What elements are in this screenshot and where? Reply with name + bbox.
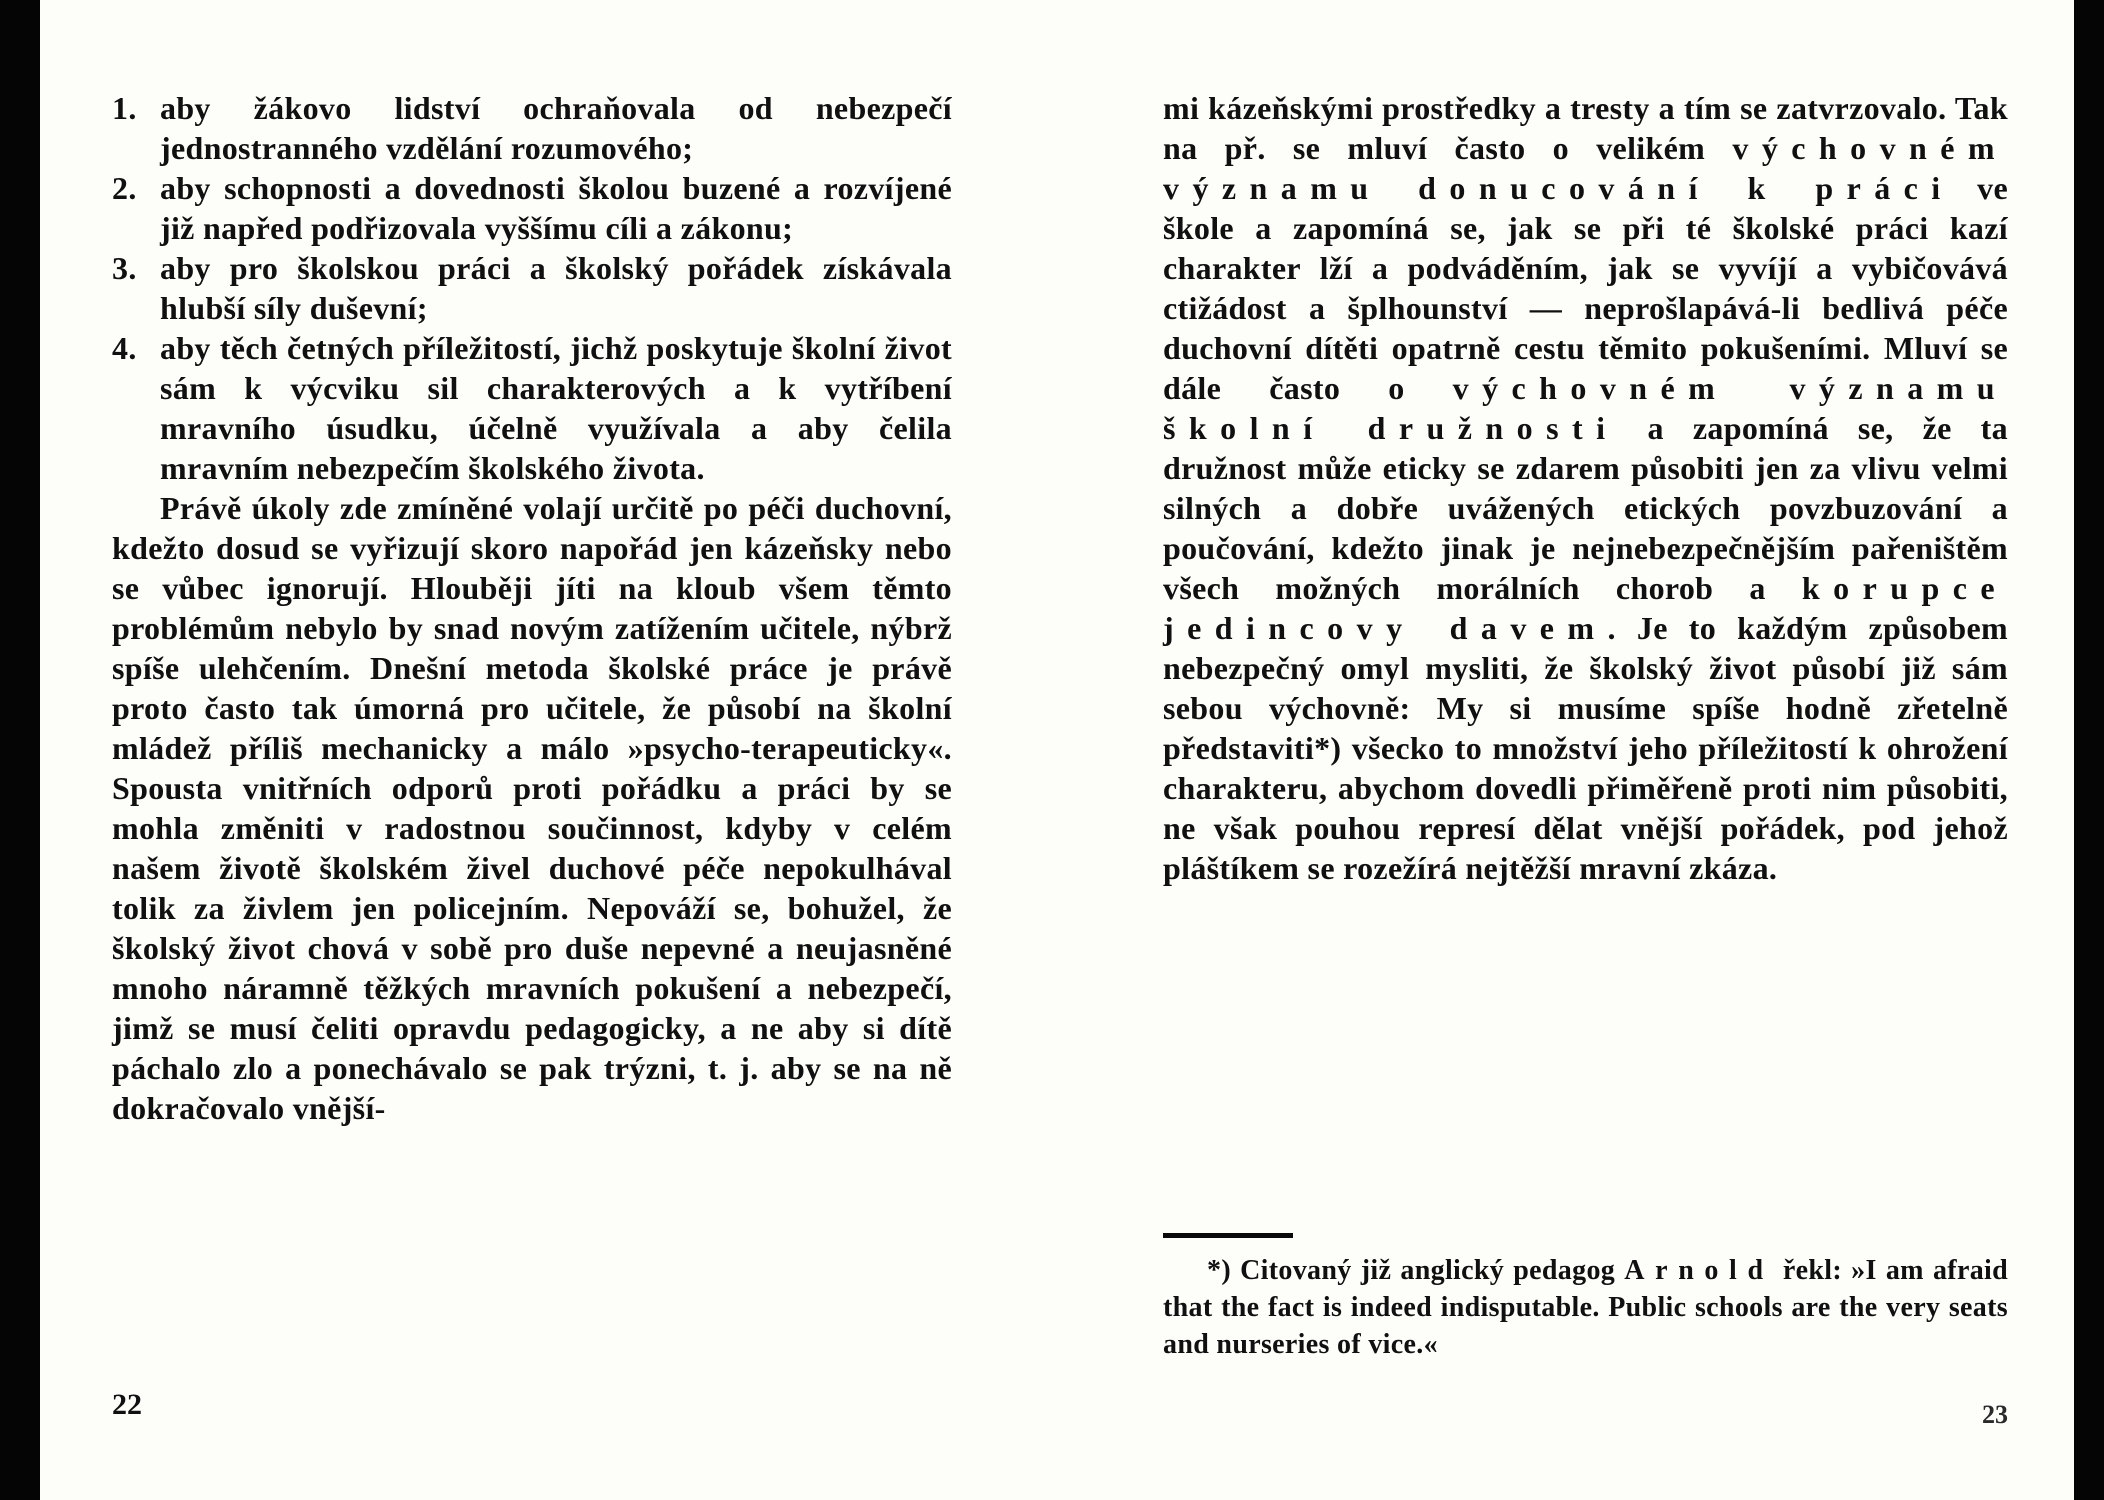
numbered-list [112,88,952,488]
right-page-paragraph [1163,88,2008,888]
list-item [112,88,952,168]
footnote-segment: *) Citovaný již anglický pedagog [1207,1255,1625,1286]
paragraph-segment-emphasis: výchovném významu školní družnosti [1163,370,2008,446]
paragraph-segment: a zapomíná se, že ta družnost může eticky se zdarem působiti jen za vlivu velmi silných a dobře uvážených etických povzbuzování a poučování, kdežto jinak je nejnebezpečnějším pařeništěm všech možných morálních chorob a [1163,410,2008,606]
paragraph-segment: mi kázeňskými prostředky a tresty a tím se zatvrzovalo. Tak na př. se mluví často o velikém [1163,90,2008,166]
right-page [1163,88,2008,1448]
list-item [112,168,952,248]
list-item-number: 2. [112,170,137,206]
footnote-segment: řekl: »I am afraid that the fact is indeed indisputable. Public schools are the very seats and nurseries of vice.« [1163,1255,2009,1360]
page-number-right: 23 [1982,1400,2008,1429]
footnote-text [1163,1252,2008,1363]
page-number-left: 22 [112,1388,142,1421]
list-item-text: aby těch četných příležitostí, jichž poskytuje školní život sám k výcviku sil charakterových a k vytříbení mravního úsudku, účelně využívala a aby čelila mravním nebezpečím školského života. [160,330,952,486]
paragraph-segment: ve škole a zapomíná se, jak se při té školské práci kazí charakter lží a podváděním, jak se vyvíjí a vybičovává ctižádost a šplhounství — neprošlapává-li bedlivá péče duchovní dítěti opatrně cestu těmito pokušeními. Mluví se dále často o [1163,170,2008,406]
list-item-number: 3. [112,250,137,286]
scan-edge-left [0,0,40,1500]
list-item [112,328,952,488]
list-item-text: aby pro školskou práci a školský pořádek získávala hlubší síly duševní; [160,250,952,326]
paragraph-segment: . Je to každým způsobem nebezpečný omyl mysliti, že školský život působí již sám sebou výchovně: My si musíme spíše hodně zřetelně představiti*) všecko to množství jeho příležitostí k ohrožení charakteru, abychom dovedli přiměřeně proti nim působiti, ne však pouhou represí dělat vnější pořádek, pod jehož pláštíkem se rozežírá nejtěžší mravní zkáza. [1163,610,2008,886]
list-item-text: aby schopnosti a dovednosti školou buzené a rozvíjené již napřed podřizovala vyššímu cíli a zákonu; [160,170,952,246]
footnote-rule [1163,1233,1293,1238]
footnote-segment-emphasis: Arnold [1624,1255,1774,1286]
paragraph-segment-emphasis: výchovném významu donucování k práci [1163,130,2008,206]
list-item [112,248,952,328]
left-page [112,88,952,1448]
scan-edge-right [2074,0,2104,1500]
left-page-paragraph: Právě úkoly zde zmíněné volají určitě po péči duchovní, kdežto dosud se vyřizují skoro napořád jen kázeňsky nebo se vůbec ignorují. Hlouběji jíti na kloub všem těmto problémům nebylo by snad novým zatížením učitele, nýbrž spíše ulehčením. Dnešní metoda školské práce je právě proto často tak úmorná pro učitele, že působí na školní mládež příliš mechanicky a málo »psycho-terapeuticky«. Spousta vnitřních odporů proti pořádku a práci by se mohla změniti v radostnou součinnost, kdyby v celém našem životě školském živel duchové péče nepokulhával tolik za živlem jen policejním. Nepováží se, bohužel, že školský život chová v sobě pro duše nepevné a neujasněné mnoho náramně těžkých mravních pokušení a nebezpečí, jimž se musí čeliti opravdu pedagogicky, a ne aby si dítě páchalo zlo a ponechávalo se pak trýzni, t. j. aby se na ně dokračovalo vnější- [112,490,952,1126]
list-item-number: 1. [112,90,137,126]
footnote [1163,1233,2008,1363]
list-item-number: 4. [112,330,137,366]
list-item-text: aby žákovo lidství ochraňovala od nebezpečí jednostranného vzdělání rozumového; [160,90,952,166]
paragraph-segment-emphasis: korupce jedincovy davem [1163,570,2008,646]
